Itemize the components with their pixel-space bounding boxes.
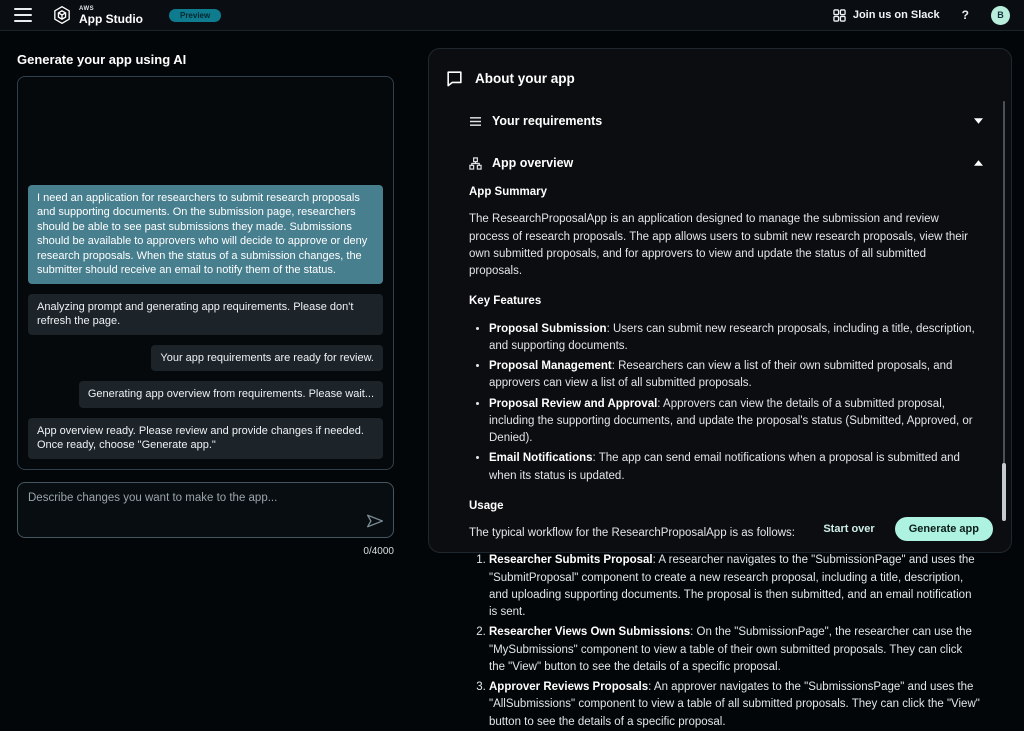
start-over-button[interactable]: Start over <box>823 523 875 535</box>
help-button[interactable]: ? <box>961 8 969 22</box>
preview-badge: Preview <box>169 9 221 22</box>
slack-icon <box>833 9 846 22</box>
join-slack-label: Join us on Slack <box>852 9 940 21</box>
top-bar <box>0 0 1024 31</box>
summary-heading: App Summary <box>469 186 547 198</box>
aws-hexagon-logo-icon <box>52 5 72 25</box>
features-heading: Key Features <box>469 295 542 308</box>
about-title: About your app <box>475 71 575 86</box>
chat-message-system: App overview ready. Please review and provide changes if needed. Once ready, choose "Generate app." <box>28 418 383 459</box>
about-footer <box>823 517 993 541</box>
chat-bubble-icon <box>445 69 464 88</box>
feature-item: • Proposal Submission: Users can submit new research proposals, including a title, description, and supporting documents. <box>489 321 981 356</box>
brand-product-label: App Studio <box>79 11 143 26</box>
workflow-item: 1. Researcher Submits Proposal: A researcher navigates to the "SubmissionPage" and uses the "SubmitProposal" component to create a new research proposal, including a title, description, and uploading supporting documents. The proposal is then submitted, and an email notification is sent. <box>489 552 981 621</box>
user-avatar[interactable]: B <box>991 6 1010 25</box>
chat-message-system: Analyzing prompt and generating app requirements. Please don't refresh the page. <box>28 294 383 335</box>
chat-history <box>17 76 394 470</box>
workflow-list <box>469 552 981 731</box>
section-app-overview[interactable] <box>469 156 983 170</box>
app-studio-logo <box>52 5 143 25</box>
sitemap-icon <box>469 157 482 170</box>
requirements-label: Your requirements <box>492 114 603 128</box>
caret-down-icon <box>974 118 983 124</box>
feature-item: • Email Notifications: The app can send email notifications when a proposal is submitted and when its status is updated. <box>489 450 981 485</box>
page-title: Generate your app using AI <box>17 52 187 67</box>
summary-text: The ResearchProposalApp is an application designed to manage the submission and review process of research proposals. The app allows users to submit new research proposals, view their own submitted proposals, and for approvers to view and update the status of all submitted proposals. <box>469 213 968 277</box>
about-header <box>429 49 1011 88</box>
features-list <box>469 321 981 485</box>
send-icon <box>366 513 384 529</box>
panel-scrollbar-track[interactable] <box>1003 101 1005 521</box>
list-icon <box>469 116 482 127</box>
usage-heading: Usage <box>469 499 504 512</box>
chat-message-user: I need an application for researchers to submit research proposals and supporting documents. On the submission page, researchers should be able to see past submissions they made. Submissions should be available to approvers who will decide to approve or deny research proposals. When the status of a submission changes, the submitter should receive an email to notify them of the status. <box>28 185 383 284</box>
brand-aws-label: AWS <box>79 5 95 12</box>
section-your-requirements[interactable] <box>469 114 983 128</box>
about-your-app-panel <box>428 48 1012 728</box>
chat-message-system: Your app requirements are ready for review. <box>151 345 383 372</box>
chat-message-system: Generating app overview from requirements. Please wait... <box>79 381 383 408</box>
overview-label: App overview <box>492 156 574 170</box>
feature-item: • Proposal Management: Researchers can view a list of their own submitted proposals, and approvers can view a list of all submitted proposals. <box>489 358 981 393</box>
send-button[interactable] <box>365 511 385 531</box>
chat-composer <box>17 482 394 538</box>
caret-up-icon <box>974 160 983 166</box>
usage-intro: The typical workflow for the ResearchProposalApp is as follows: <box>469 527 795 539</box>
panel-scrollbar-thumb[interactable] <box>1002 463 1006 521</box>
char-counter: 0/4000 <box>363 546 394 557</box>
hamburger-menu-icon[interactable] <box>14 8 32 22</box>
chat-input[interactable] <box>18 483 393 537</box>
workflow-item: 3. Approver Reviews Proposals: An approver navigates to the "SubmissionsPage" and uses the "AllSubmissions" component to view a table of all submitted proposals. They can click the "View" button to see the details of a specific proposal. <box>489 679 981 731</box>
join-slack-link[interactable] <box>833 9 940 22</box>
feature-item: • Proposal Review and Approval: Approvers can view the details of a submitted proposal, including the supporting documents, and update the proposal's status (Submitted, Approved, or Denied). <box>489 396 981 448</box>
generate-app-button[interactable]: Generate app <box>895 517 993 541</box>
workflow-item: 2. Researcher Views Own Submissions: On the "SubmissionPage", the researcher can use the "MySubmissions" component to view a table of their own submitted proposals. They can click the "View" button to see the details of a specific proposal. <box>489 624 981 676</box>
